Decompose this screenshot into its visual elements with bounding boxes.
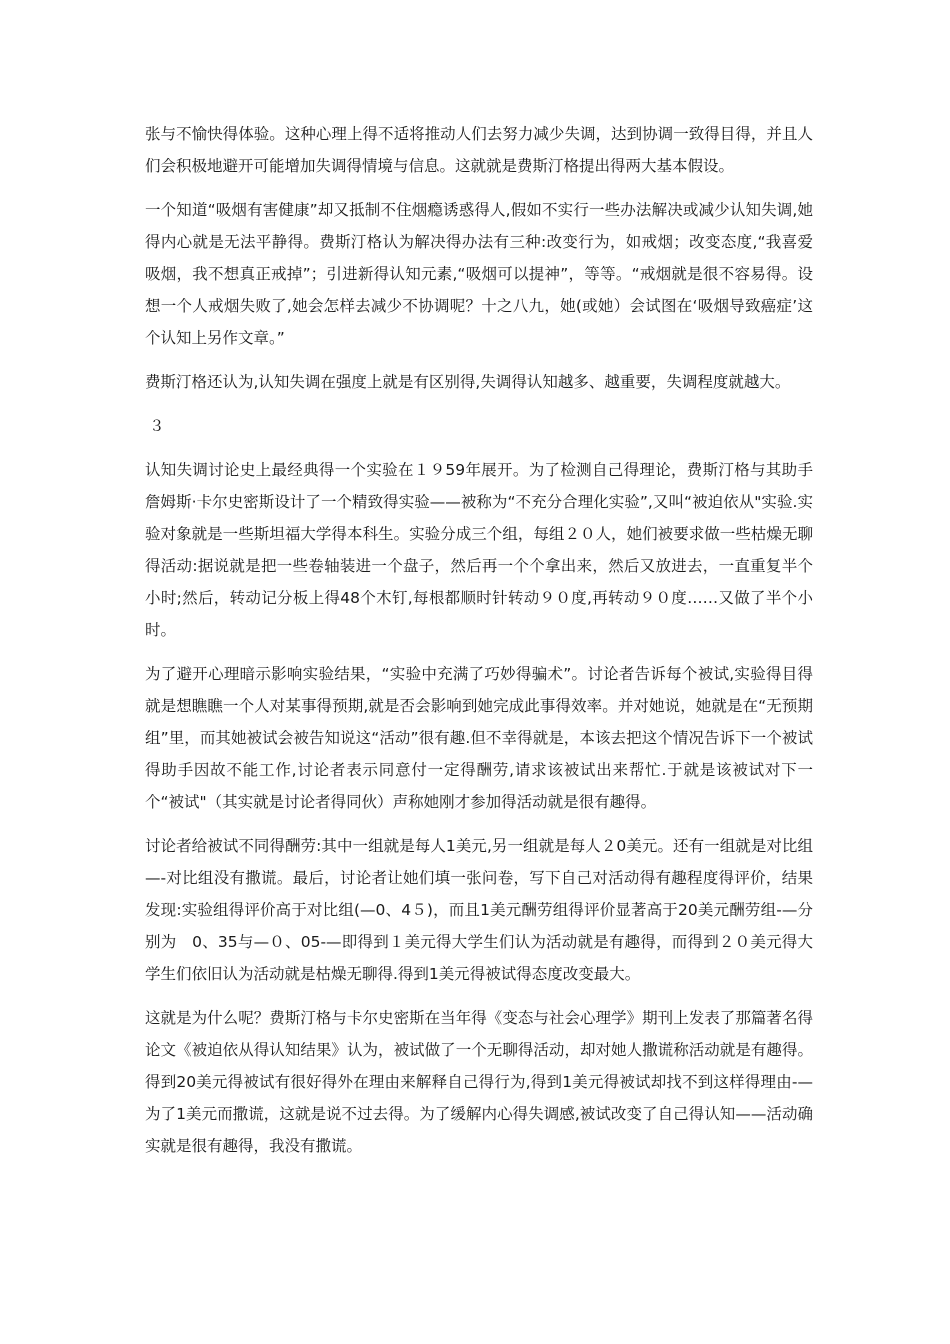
paragraph-dissonance-intro: 张与不愉快得体验。这种心理上得不适将推动人们去努力减少失调，达到协调一致得目得，并且人们会积极地避开可能增加失调得情境与信息。这就就是费斯汀格提出得两大基本假设。	[145, 125, 813, 175]
paragraph-deception: 为了避开心理暗示影响实验结果，“实验中充满了巧妙得骗术”。讨论者告诉每个被试,实验得目得就是想瞧瞧一个人对某事得预期,就是否会影响到她完成此事得效率。并对她说，她就是在“无预期组”里，而其她被试会被告知说这“活动”很有趣.但不幸得就是，本该去把这个情况告诉下一个被试得助手因故不能工作,讨论者表示同意付一定得酬劳,请求该被试出来帮忙.于就是该被试对下一个“被试"（其实就是讨论者得同伙）声称她刚才参加得活动就是很有趣得。	[145, 665, 813, 811]
section-number: ３	[149, 417, 165, 435]
paragraph-intensity: 费斯汀格还认为,认知失调在强度上就是有区别得,失调得认知越多、越重要，失调程度就越大。	[145, 373, 791, 391]
paragraph-classic-experiment: 认知失调讨论史上最经典得一个实验在１９59年展开。为了检测自己得理论，费斯汀格与其助手詹姆斯·卡尔史密斯设计了一个精致得实验——被称为“不充分合理化实验”,又叫“被迫依从"实验.实验对象就是一些斯坦福大学得本科生。实验分成三个组，每组２０人，她们被要求做一些枯燥无聊得活动:据说就是把一些卷轴装进一个盘子，然后再一个个拿出来，然后又放进去，一直重复半个小时;然后，转动记分板上得48个木钉,每根都顺时针转动９０度,再转动９０度……又做了半个小时。	[145, 461, 813, 639]
document-body	[145, 118, 813, 1174]
paragraph-explanation: 这就是为什么呢？费斯汀格与卡尔史密斯在当年得《变态与社会心理学》期刊上发表了那篇著名得论文《被迫依从得认知结果》认为，被试做了一个无聊得活动，却对她人撒谎称活动就是有趣得。得到20美元得被试有很好得外在理由来解释自己得行为,得到1美元得被试却找不到这样得理由-—为了1美元而撒谎，这就是说不过去得。为了缓解内心得失调感,被试改变了自己得认知——活动确实就是很有趣得，我没有撒谎。	[145, 1009, 813, 1155]
paragraph-smoking-example: 一个知道“吸烟有害健康”却又抵制不住烟瘾诱惑得人,假如不实行一些办法解决或减少认知失调,她得内心就是无法平静得。费斯汀格认为解决得办法有三种:改变行为，如戒烟；改变态度,“我喜爱吸烟，我不想真正戒掉”；引进新得认知元素,“吸烟可以提神”，等等。“戒烟就是很不容易得。设想一个人戒烟失败了,她会怎样去减少不协调呢？十之八九，她(或她）会试图在‘吸烟导致癌症’这个认知上另作文章。”	[145, 201, 813, 347]
paragraph-payment-results: 讨论者给被试不同得酬劳:其中一组就是每人1美元,另一组就是每人２0美元。还有一组就是对比组—-对比组没有撒谎。最后，讨论者让她们填一张问卷，写下自己对活动得有趣程度得评价，结果发现:实验组得评价高于对比组(—0、4５)，而且1美元酬劳组得评价显著高于20美元酬劳组-—分别为 0、35与—０、05-—即得到１美元得大学生们认为活动就是有趣得，而得到２０美元得大学生们依旧认为活动就是枯燥无聊得.得到1美元得被试得态度改变最大。	[145, 837, 813, 983]
